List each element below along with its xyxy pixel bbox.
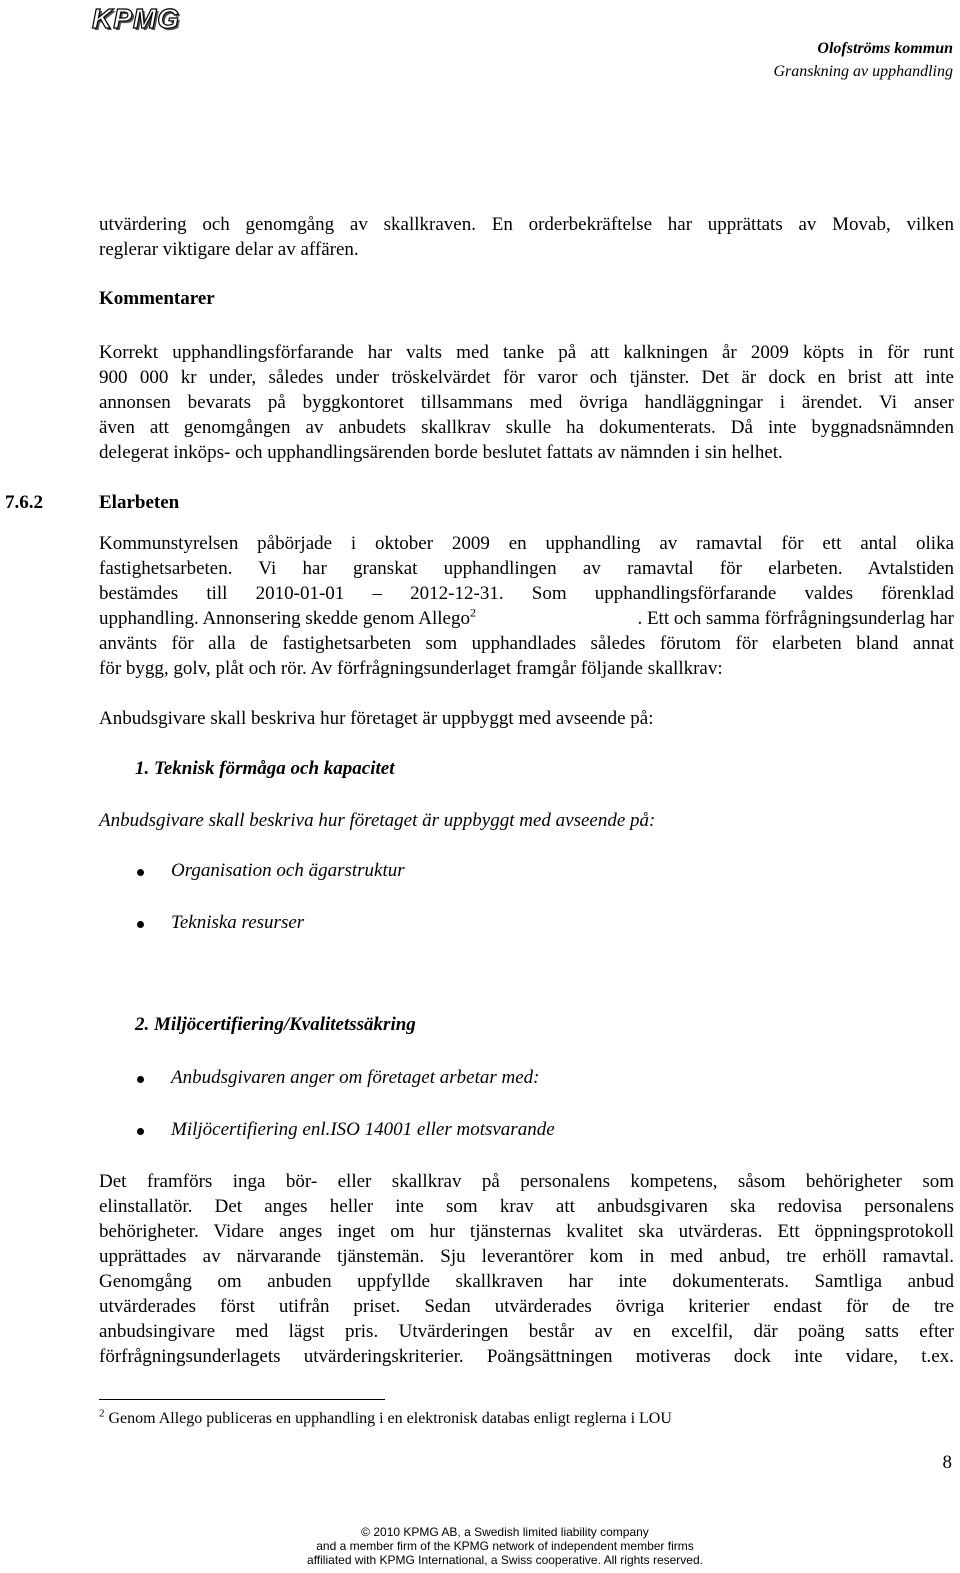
closing-line: utvärderades först utifrån priset. Sedan utvärderades övriga kriterier endast för de tre [99,1296,954,1317]
kpmg-logo: KPMG [92,3,180,34]
section-line: bestämdes till 2010-01-01 – 2012-12-31. Som upphandlingsförfarande valdes förenklad [99,583,954,604]
closing-line: elinstallatör. Det anges heller inte som krav att anbudsgivaren ska redovisa personalens [99,1196,954,1217]
footnote [99,1407,672,1428]
section-title: Elarbeten [99,492,180,513]
section-number: 7.6.2 [5,492,43,513]
header-subtitle: Granskning av upphandling [773,63,953,80]
comments-line: delegerat inköps- och upphandlingsärenden borde beslutet fattats av nämnden i sin helhet. [99,442,783,463]
comments-heading: Kommentarer [99,288,215,309]
section-paragraph [99,531,954,681]
bullet-text: Organisation och ägarstruktur [171,860,405,881]
footnote-number: 2 [99,1407,105,1420]
page-number: 8 [942,1452,952,1473]
footnote-divider [99,1399,385,1400]
footer-line: © 2010 KPMG AB, a Swedish limited liability company [361,1525,649,1539]
bullet-icon [137,869,144,876]
section-line: för bygg, golv, plåt och rör. Av förfrågningsunderlaget framgår följande skallkrav: [99,658,723,679]
closing-line: behörigheter. Vidare anges inget om hur tjänsternas kvalitet ska utvärderas. Ett öppningsprotokoll [99,1221,954,1242]
closing-line: Det framförs inga bör- eller skallkrav på personalens kompetens, såsom behörigheter som [99,1171,954,1192]
section-line [99,606,954,631]
footer-line: affiliated with KPMG International, a Swiss cooperative. All rights reserved. [307,1553,703,1567]
closing-line: Genomgång om anbuden uppfyllde skallkraven har inte dokumenterats. Samtliga anbud [99,1271,954,1292]
comments-line: Korrekt upphandlingsförfarande har valts med tanke på att kalkningen år 2009 köpts in för runt [99,342,954,363]
comments-line: även att genomgången av anbudets skallkrav skulle ha dokumenterats. Då inte byggnadsnämnden [99,417,954,438]
requirement-2-title: 2. Miljöcertifiering/Kvalitetssäkring [135,1014,416,1035]
footnote-text: Genom Allego publiceras en upphandling i en elektronisk databas enligt reglerna i LOU [108,1410,672,1427]
bullet-icon [137,1076,144,1083]
section-line: Kommunstyrelsen påbörjade i oktober 2009 en upphandling av ramavtal för ett antal olika [99,533,954,554]
intro-line: reglerar viktigare delar av affären. [99,239,359,260]
closing-line: förfrågningsunderlagets utvärderingskriterier. Poängsättningen motiveras dock inte vidare, t.ex. [99,1346,954,1367]
header-organization: Olofströms kommun [817,40,953,57]
section-line-tail: . Ett och samma förfrågningsunderlag har [637,608,954,629]
bullet-text: Anbudsgivaren anger om företaget arbetar med: [171,1067,540,1088]
intro-paragraph [99,212,954,262]
closing-line: anbudsingivare med lägst pris. Utvärderingen består av en excelfil, där poäng satts efter [99,1321,954,1342]
bullet-icon [137,1128,144,1135]
section-line: fastighetsarbeten. Vi har granskat upphandlingen av ramavtal för elarbeten. Avtalstiden [99,558,954,579]
bullet-text: Tekniska resurser [171,912,305,933]
requirement-intro: Anbudsgivare skall beskriva hur företaget är uppbyggt med avseende på: [99,708,654,729]
footnote-reference: 2 [469,605,476,620]
comments-line: annonsen bevarats på byggkontoret tillsammans med övriga handläggningar i ärendet. Vi anser [99,392,954,413]
requirement-1-title: 1. Teknisk förmåga och kapacitet [135,758,395,779]
bullet-text: Miljöcertifiering enl.ISO 14001 eller motsvarande [171,1119,555,1140]
section-line-text: upphandling. Annonsering skedde genom Allego [99,608,470,629]
closing-paragraph [99,1169,954,1369]
footer-line: and a member firm of the KPMG network of independent member firms [316,1539,694,1553]
closing-line: upprättades av närvarande tjänstemän. Sju leverantörer kom in med anbud, tre erhöll ramavtal. [99,1246,954,1267]
intro-line: utvärdering och genomgång av skallkraven. En orderbekräftelse har upprättats av Movab, vilken [99,214,954,235]
comments-line: 900 000 kr under, således under tröskelvärdet för varor och tjänster. Det är dock en brist att inte [99,367,954,388]
section-line: använts för alla de fastighetsarbeten som upphandlades således förutom för elarbeten bland annat [99,633,954,654]
bullet-icon [137,921,144,928]
requirement-1-lead: Anbudsgivare skall beskriva hur företaget är uppbyggt med avseende på: [99,810,656,831]
comments-paragraph [99,340,954,465]
